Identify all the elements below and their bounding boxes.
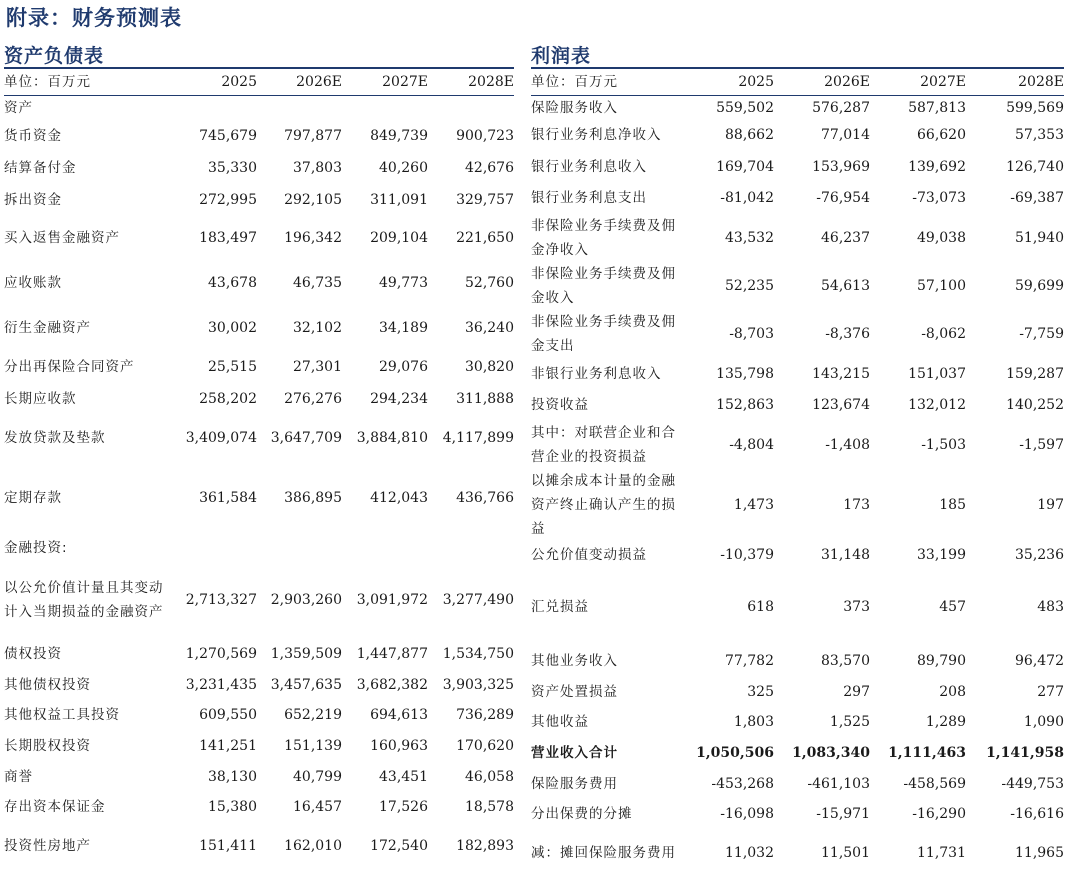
table-row [531,645,1064,677]
balance-sheet-unit: 单位：百万元 [4,70,172,95]
row-value: 30,820 [465,358,514,375]
row-value: 170,620 [456,737,514,754]
row-value: 1,083,340 [792,744,870,761]
row-value: 43,678 [208,275,257,291]
row-value: 197 [1037,497,1064,513]
row-value: 83,570 [821,652,870,669]
table-row [531,829,1064,877]
row-label: 其中：对联营企业和合营企业的投资损益 [531,424,676,465]
row-value: 38,130 [208,768,257,785]
income-statement-table [531,70,1064,877]
table-row [4,306,514,351]
row-value: 77,782 [725,652,774,669]
row-value: 32,102 [293,320,342,336]
row-value: 29,076 [379,358,428,375]
row-value: 599,569 [1006,99,1064,116]
row-label: 保险服务费用 [531,775,618,792]
row-value: 15,380 [208,799,257,815]
row-value: 173 [843,497,870,513]
row-value: 40,799 [293,768,342,785]
row-value: 277 [1037,683,1064,700]
page-title: 附录：财务预测表 [6,6,182,30]
row-value: 1,803 [733,714,774,730]
row-label: 投资收益 [531,397,589,413]
row-value: -69,387 [1010,190,1064,206]
row-value: 11,731 [917,844,966,861]
row-value: -16,616 [1010,806,1064,822]
row-value: -449,753 [1001,775,1064,792]
income-statement-unit: 单位：百万元 [531,70,683,95]
row-value: 276,276 [284,390,342,407]
table-row [4,184,514,216]
row-value: 89,790 [917,652,966,669]
row-value: 54,613 [821,277,870,294]
row-value: -10,379 [720,547,774,563]
row-value: 849,739 [370,127,428,144]
row-label: 减：摊回保险服务费用 [531,844,676,861]
row-value: 31,148 [821,547,870,563]
row-value: 33,199 [917,547,966,563]
table-row [4,761,514,793]
row-value: 258,202 [199,390,257,407]
row-value: 272,995 [199,191,257,208]
row-value [172,95,257,120]
table-row [531,390,1064,421]
row-value: -8,376 [825,325,870,342]
row-value: 694,613 [370,707,428,723]
income-statement-title: 利润表 [531,41,1064,69]
table-row [531,469,1064,542]
row-value: 17,526 [379,799,428,815]
table-row [531,95,1064,120]
row-value: 140,252 [1006,397,1064,413]
row-label: 长期股权投资 [4,737,91,754]
row-value: 2,903,260 [270,591,342,608]
row-value: 185 [939,497,966,513]
row-value: -1,503 [921,436,966,453]
row-value: 11,032 [725,844,774,861]
row-label: 非保险业务手续费及佣金支出 [531,313,676,354]
row-value: 292,105 [284,191,342,208]
row-value: 159,287 [1006,365,1064,382]
row-value: 42,676 [465,159,514,176]
table-row [4,731,514,761]
row-value: 37,803 [293,159,342,176]
row-value: 34,189 [379,320,428,336]
table-row [531,310,1064,358]
table-row [4,351,514,383]
row-value [257,95,342,120]
row-label: 存出资本保证金 [4,799,106,815]
income-statement-year-header: 2026E [774,70,870,95]
table-row [531,738,1064,768]
table-row [531,262,1064,310]
table-row [531,569,1064,645]
table-row [4,152,514,184]
balance-sheet-year-header: 2026E [257,70,342,95]
row-label: 分出保费的分摊 [531,806,633,822]
row-label: 商誉 [4,768,33,785]
row-value: 208 [939,683,966,700]
row-value: 412,043 [370,490,428,506]
table-row [531,800,1064,829]
row-label: 以摊余成本计量的金融资产终止确认产生的损益 [531,473,676,537]
row-label: 以公允价值计量且其变动计入当期损益的金融资产 [4,579,164,620]
row-value: 126,740 [1006,158,1064,175]
row-value: 35,236 [1015,547,1064,563]
row-value: 66,620 [917,127,966,143]
row-value: -76,954 [816,190,870,206]
row-value: 196,342 [284,230,342,246]
row-value: 609,550 [199,707,257,723]
row-value: -4,804 [729,436,774,453]
row-value: 1,289 [925,714,966,730]
row-value: 151,411 [199,837,257,854]
row-value: 43,451 [379,768,428,785]
row-value: 152,863 [716,397,774,413]
row-value: -458,569 [903,775,966,792]
row-value: 436,766 [456,490,514,506]
row-label: 长期应收款 [4,390,77,407]
row-value: 736,289 [456,707,514,723]
row-label: 货币资金 [4,127,62,144]
row-value: 46,735 [293,275,342,291]
balance-sheet-year-header: 2027E [342,70,428,95]
row-label: 买入返售金融资产 [4,230,120,246]
row-label: 其他债权投资 [4,676,91,693]
row-value: 182,893 [456,837,514,854]
row-value: -461,103 [807,775,870,792]
row-value: 183,497 [199,230,257,246]
row-value: -15,971 [816,806,870,822]
row-label: 非保险业务手续费及佣金收入 [531,265,676,306]
row-label: 资产 [4,99,33,116]
income-statement-year-header: 2025 [683,70,774,95]
row-value: 16,457 [293,799,342,815]
row-value: 797,877 [284,127,342,144]
row-value: 46,058 [465,768,514,785]
table-row [4,793,514,822]
row-label: 保险服务收入 [531,99,618,116]
row-value: 49,038 [917,229,966,246]
row-label: 金融投资: [4,540,68,556]
row-value: 36,240 [465,320,514,336]
table-row [531,677,1064,707]
row-value: 311,888 [456,390,514,407]
row-value: 3,409,074 [185,430,257,446]
row-label: 分出再保险合同资产 [4,358,135,375]
row-value [342,535,428,562]
row-value: 3,091,972 [356,591,428,608]
row-value: 57,353 [1015,127,1064,143]
row-label: 非银行业务利息收入 [531,365,662,382]
row-value: 1,473 [733,497,774,513]
row-value: 311,091 [370,191,428,208]
row-value: 3,277,490 [442,591,514,608]
row-value: 1,050,506 [696,744,774,761]
row-value: -7,759 [1019,325,1064,342]
row-value: 587,813 [908,99,966,116]
table-row [4,95,514,120]
row-value: -453,268 [711,775,774,792]
row-label: 应收账款 [4,275,62,291]
row-value: 373 [843,598,870,615]
row-value: 123,674 [812,397,870,413]
row-value: 18,578 [465,799,514,815]
income-statement-year-header: 2027E [870,70,966,95]
row-value: 1,525 [829,714,870,730]
table-row [531,120,1064,151]
row-value: 1,534,750 [442,645,514,662]
row-value: 3,884,810 [356,430,428,446]
row-value [257,535,342,562]
row-value: -1,408 [825,436,870,453]
row-label: 债权投资 [4,645,62,662]
row-value: -1,597 [1019,436,1064,453]
row-value [342,95,428,120]
row-value: 3,903,325 [442,676,514,693]
row-value: 3,457,635 [270,676,342,693]
row-value: 51,940 [1015,229,1064,246]
balance-sheet-year-header: 2025 [172,70,257,95]
table-row [531,214,1064,262]
row-value: 96,472 [1015,652,1064,669]
row-value: 162,010 [284,837,342,854]
row-value: 132,012 [908,397,966,413]
row-value: 329,757 [456,191,514,208]
table-row [4,535,514,562]
row-value: 576,287 [812,99,870,116]
row-label: 定期存款 [4,490,62,506]
row-value: 209,104 [370,230,428,246]
row-value: 3,682,382 [356,676,428,693]
row-label: 其他权益工具投资 [4,707,120,723]
row-value: 52,235 [725,277,774,294]
row-value: 30,002 [208,320,257,336]
row-value: -8,703 [729,325,774,342]
row-value: 77,014 [821,127,870,143]
row-label: 拆出资金 [4,191,62,208]
row-value: 1,111,463 [888,744,966,761]
table-row [531,542,1064,569]
row-value: 297 [843,683,870,700]
row-value: 745,679 [199,127,257,144]
row-value: 1,447,877 [356,645,428,662]
row-value: 169,704 [716,158,774,175]
row-value: 153,969 [812,158,870,175]
row-value: 4,117,899 [442,430,514,446]
row-value: 483 [1037,598,1064,615]
income-statement-year-header: 2028E [966,70,1064,95]
row-value: 11,965 [1015,844,1064,861]
row-label: 发放贷款及垫款 [4,430,106,446]
row-value: 35,330 [208,159,257,176]
row-value: 1,270,569 [185,645,257,662]
row-value [428,535,514,562]
balance-sheet-title: 资产负债表 [4,41,514,69]
row-value: -73,073 [912,190,966,206]
row-value: 1,359,509 [270,645,342,662]
row-value: 172,540 [370,837,428,854]
table-row [4,120,514,152]
table-row [4,415,514,462]
row-label: 汇兑损益 [531,598,589,615]
row-value: 2,713,327 [185,591,257,608]
row-value: 3,231,435 [185,676,257,693]
row-value: 141,251 [199,737,257,754]
table-row [4,462,514,535]
row-value: -16,290 [912,806,966,822]
row-value: 361,584 [199,490,257,506]
table-row [4,216,514,261]
table-row [531,358,1064,390]
row-value: 59,699 [1015,277,1064,294]
row-value: 3,647,709 [270,430,342,446]
row-value: 618 [747,598,774,615]
row-label: 营业收入合计 [531,744,618,761]
table-row [4,383,514,415]
row-value: 386,895 [284,490,342,506]
row-value: 457 [939,598,966,615]
table-row [531,421,1064,469]
table-row [4,670,514,700]
row-label: 其他收益 [531,714,589,730]
row-label: 公允价值变动损益 [531,547,647,563]
row-label: 结算备付金 [4,159,77,176]
row-value: 43,532 [725,229,774,246]
balance-sheet-table [4,70,514,870]
table-row [531,151,1064,183]
row-value: 135,798 [716,365,774,382]
row-value: 25,515 [208,358,257,375]
table-row [531,768,1064,800]
row-value: 900,723 [456,127,514,144]
row-value [172,535,257,562]
row-value: 49,773 [379,275,428,291]
row-label: 投资性房地产 [4,837,91,854]
row-label: 银行业务利息净收入 [531,127,662,143]
row-value: -8,062 [921,325,966,342]
row-value [428,95,514,120]
table-row [531,707,1064,738]
row-value: 151,139 [284,737,342,754]
row-label: 资产处置损益 [531,683,618,700]
row-value: 46,237 [821,229,870,246]
table-row [531,183,1064,214]
row-label: 银行业务利息收入 [531,158,647,175]
row-value: 151,037 [908,365,966,382]
row-value: 325 [747,683,774,700]
row-value: 559,502 [716,99,774,116]
row-value: 143,215 [812,365,870,382]
table-row [4,638,514,670]
row-value: 40,260 [379,159,428,176]
row-value: 221,650 [456,230,514,246]
row-value: -81,042 [720,190,774,206]
table-row [4,562,514,638]
row-label: 非保险业务手续费及佣金净收入 [531,217,676,258]
row-value: 88,662 [725,127,774,143]
row-value: 11,501 [821,844,870,861]
row-label: 银行业务利息支出 [531,190,647,206]
row-value: 139,692 [908,158,966,175]
row-value: 1,090 [1023,714,1064,730]
income-statement-header-row [531,70,1064,95]
table-row [4,700,514,731]
row-value: 652,219 [284,707,342,723]
row-label: 衍生金融资产 [4,320,91,336]
row-value: 160,963 [370,737,428,754]
row-value: -16,098 [720,806,774,822]
table-row [4,822,514,870]
balance-sheet-year-header: 2028E [428,70,514,95]
row-value: 1,141,958 [986,744,1064,761]
row-value: 294,234 [370,390,428,407]
row-label: 其他业务收入 [531,652,618,669]
table-row [4,261,514,306]
row-value: 27,301 [293,358,342,375]
row-value: 52,760 [465,275,514,291]
row-value: 57,100 [917,277,966,294]
balance-sheet-header-row [4,70,514,95]
